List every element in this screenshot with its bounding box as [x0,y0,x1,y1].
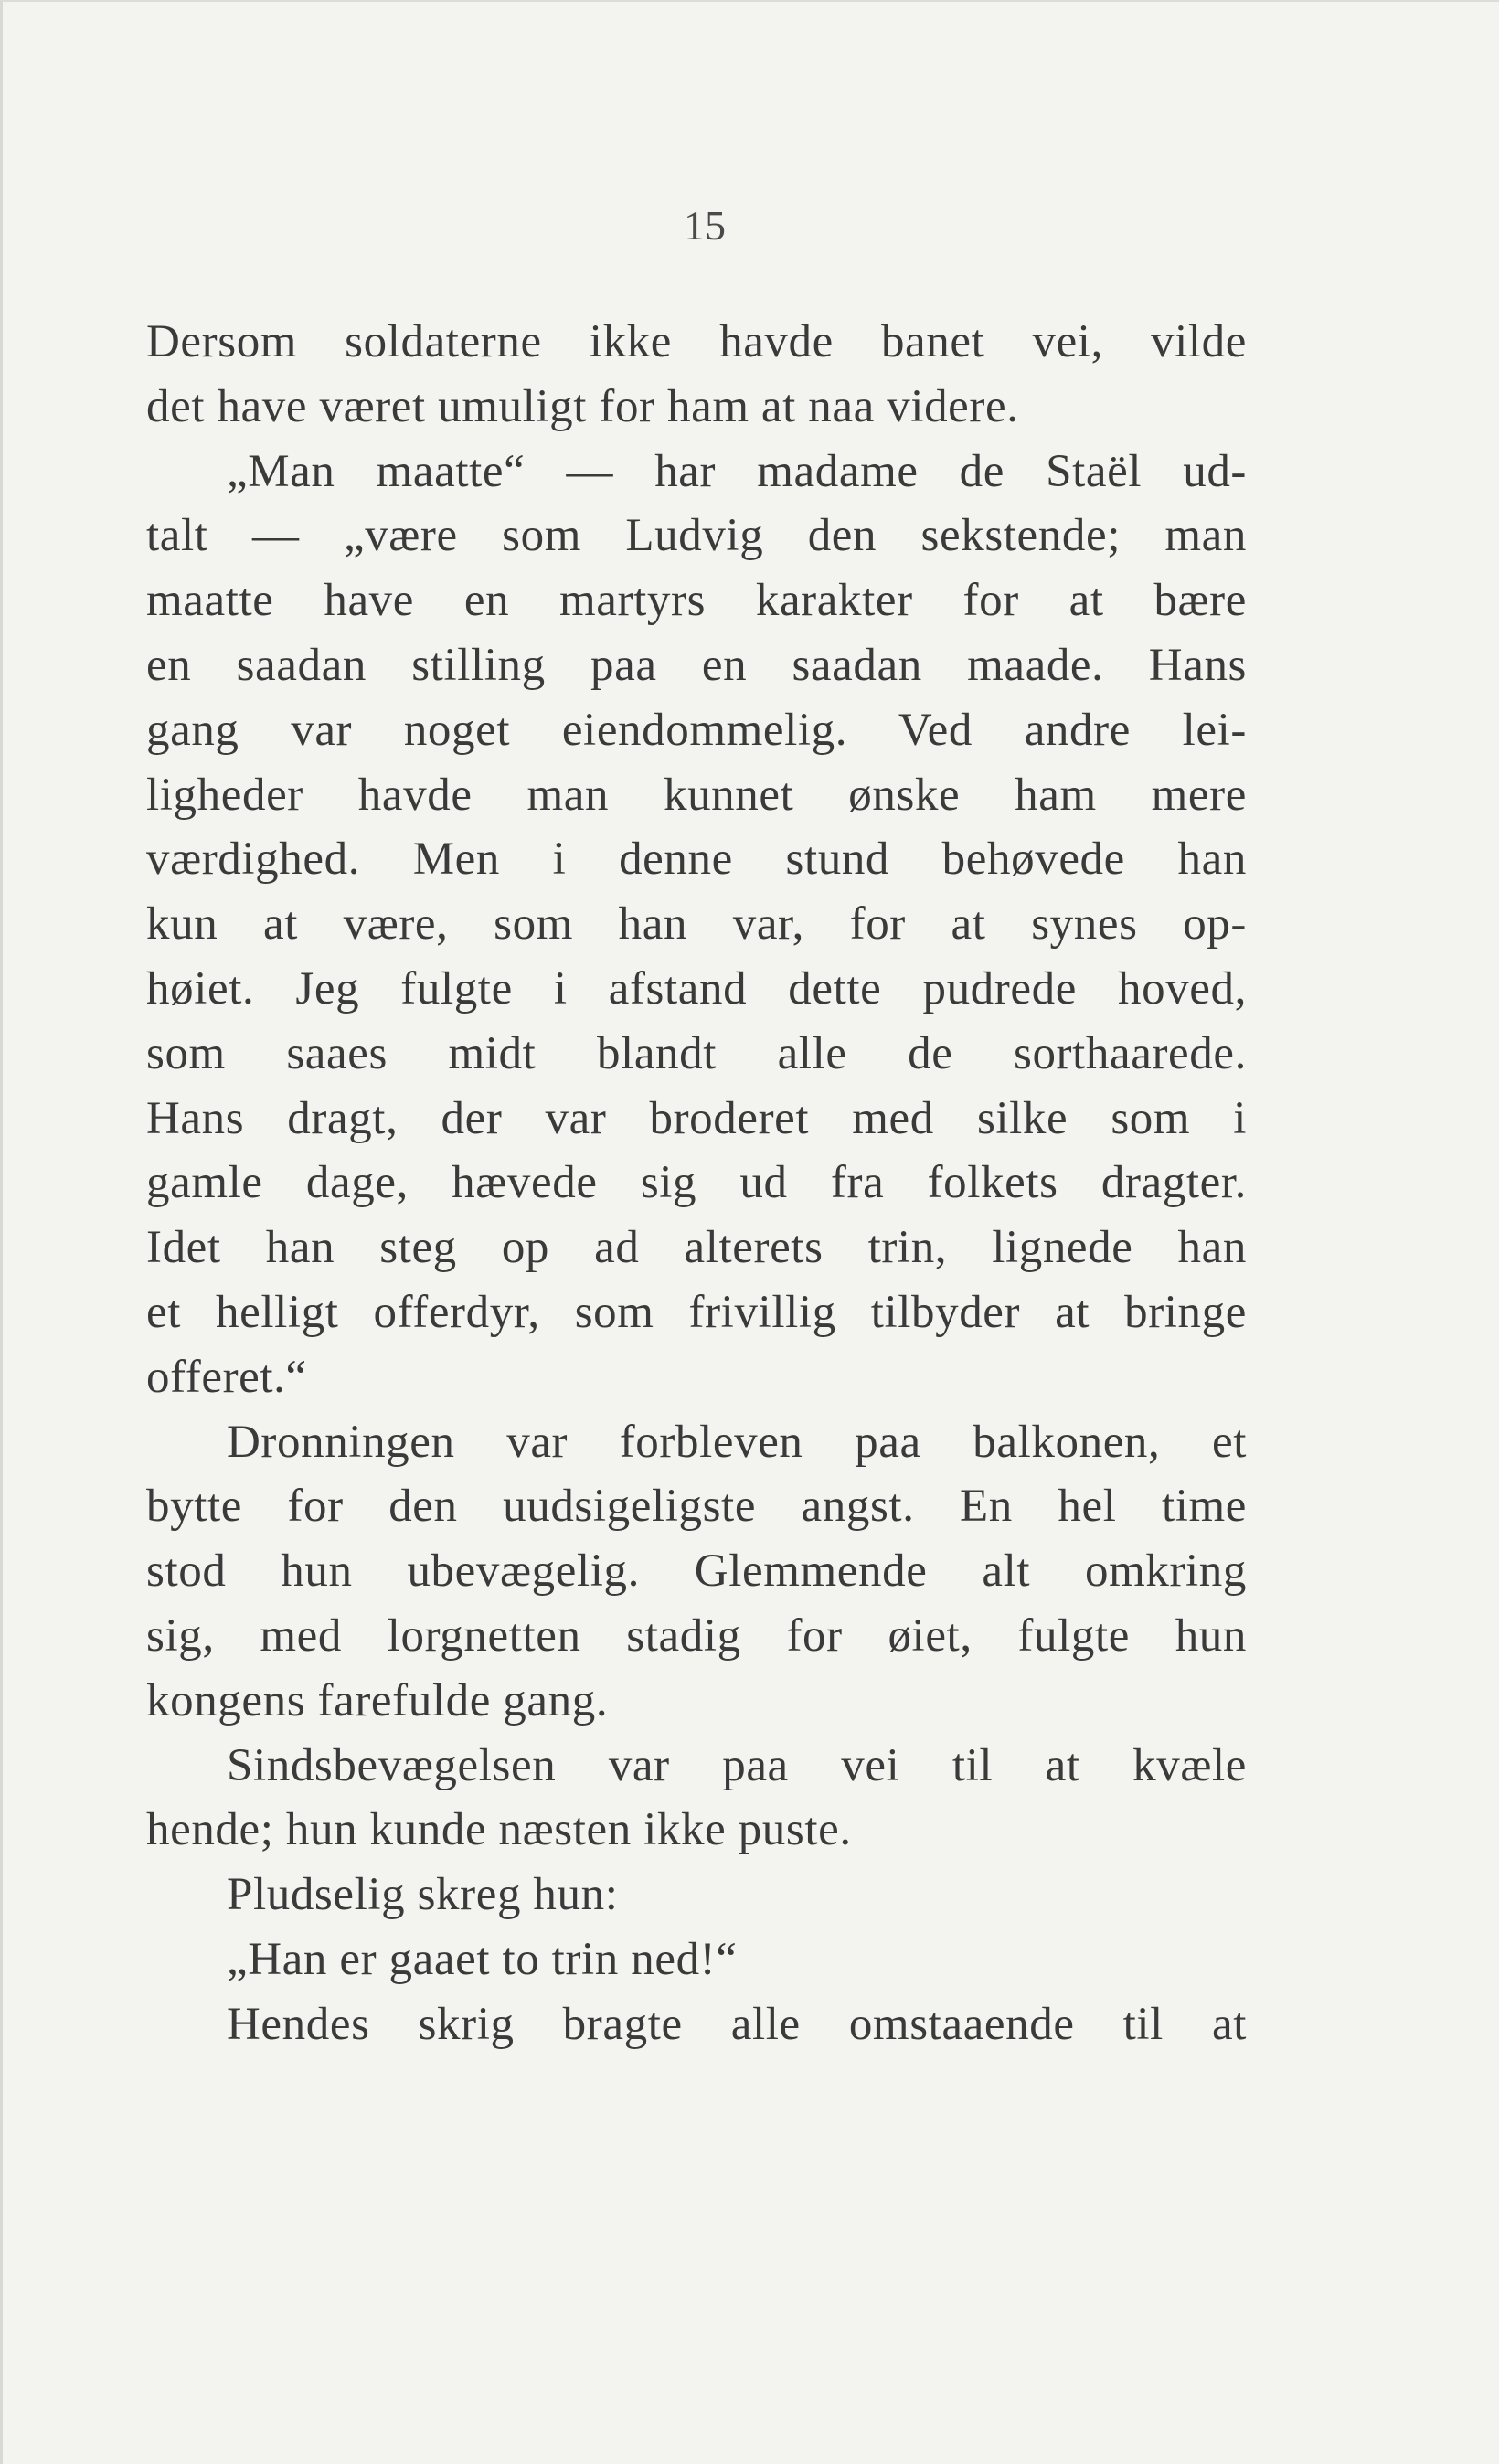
text-line: talt — „være som Ludvig den sekstende; man [146,510,1247,562]
text-line: ligheder havde man kunnet ønske ham mere [146,769,1247,821]
text-line: maatte have en martyrs karakter for at bære [146,575,1247,627]
text-line: høiet. Jeg fulgte i afstand dette pudrede hoved, [146,962,1247,1014]
text-line: Idet han steg op ad alterets trin, lignede han [146,1222,1247,1274]
text-line: Dronningen var forbleven paa balkonen, et [227,1416,1247,1468]
text-line: „Han er gaaet to trin ned!“ [227,1933,738,1985]
text-line: Dersom soldaterne ikke havde banet vei, vilde [146,316,1247,367]
text-line: offeret.“ [146,1351,307,1403]
text-line: et helligt offerdyr, som frivillig tilbyder at bringe [146,1286,1247,1338]
body-text [146,310,1247,2057]
text-line: Hans dragt, der var broderet med silke som i [146,1092,1247,1144]
text-line: værdighed. Men i denne stund behøvede han [146,834,1247,886]
text-line: gamle dage, hævede sig ud fra folkets dragter. [146,1157,1247,1209]
text-line: kongens farefulde gang. [146,1674,609,1726]
text-line: stod hun ubevægelig. Glemmende alt omkring [146,1545,1247,1598]
text-line: hende; hun kunde næsten ikke puste. [146,1804,852,1856]
text-line: som saaes midt blandt alle de sorthaarede. [146,1027,1247,1079]
text-line: en saadan stilling paa en saadan maade. Hans [146,639,1247,691]
page-number: 15 [684,202,726,249]
text-line: Hendes skrig bragte alle omstaaende til at [227,1998,1247,2050]
text-line: sig, med lorgnetten stadig for øiet, fulgte hun [146,1609,1247,1662]
text-line: Pludselig skreg hun: [227,1869,619,1921]
text-line: kun at være, som han var, for at synes op- [146,898,1247,951]
text-line: det have været umuligt for ham at naa videre. [146,380,1019,432]
text-line: gang var noget eiendommelig. Ved andre lei- [146,704,1247,756]
text-line: „Man maatte“ — har madame de Staël ud- [227,445,1247,497]
text-line: Sindsbevægelsen var paa vei til at kvæle [227,1739,1247,1791]
text-line: bytte for den uudsigeligste angst. En hel time [146,1481,1247,1533]
